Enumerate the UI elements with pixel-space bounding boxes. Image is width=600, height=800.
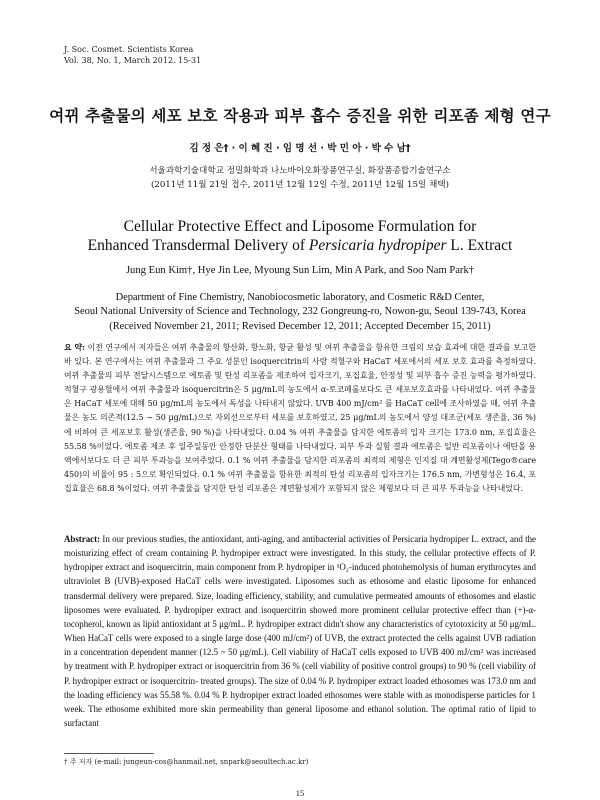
english-title-line1: Cellular Protective Effect and Liposome Formulation for bbox=[123, 218, 477, 235]
species-name: Persicaria hydropiper bbox=[308, 237, 447, 254]
korean-title: 여뀌 추출물의 세포 보호 작용과 피부 흡수 증진을 위한 리포좀 제형 연구 bbox=[49, 107, 551, 125]
footnote: † 주 저자 (e-mail: jungeun-cos@hanmail.net, snpark@seoultech.ac.kr) bbox=[64, 758, 309, 766]
korean-affiliation: 서울과학기술대학교 정밀화학과 나노바이오화장품연구실, 화장품종합기술연구소 bbox=[149, 166, 451, 176]
footnote-divider bbox=[64, 753, 154, 754]
korean-abstract bbox=[64, 341, 536, 496]
english-title-line2-start: Enhanced Transdermal Delivery of bbox=[87, 237, 309, 254]
journal-volume: Vol. 38, No. 1, March 2012. 15-31 bbox=[64, 56, 202, 65]
korean-abstract-text: 이전 연구에서 저자들은 여뀌 추출물의 항산화, 항노화, 항균 활성 및 여뀌 추출물을 함유한 크림의 보습 효과에 대한 결과를 보고한 바 있다. 본 연구에서는 여뀌 추출물과 그 주요 성분인 isoquercitrin의 사람 적혈구와 HaCaT 세포에서의 세포 보호 효과를 측정하였다. 여뀌 추출물의 피부 전달시스템으로 에토좀 및 탄성 리포좀을 제조하여 입자크기, 포집효율, 안정성 및 피부 흡수 증진 능력을 평가하였다. 적혈구 광용혈에서 여뀌 추출물과 isoquercitrin은 5 μg/mL의 농도에서 α-토코페롤보다도 큰 세포보호효과를 나타내었다. 여뀌 추출물은 HaCaT 세포에 대해 50 μg/mL의 농도에서 독성을 나타내지 않았다. UVB 400 mJ/cm² 를 HaCaT cell에 조사하였을 때, 여뀌 추출물은 농도 의존적(12.5 ~ 50 μg/mL)으로 자외선으로부터 세포를 보호하였고, 25 μg/mL의 농도에서 양성 대조군(세포 생존율, 36 %)에 비하여 큰 세포보호 활성(생존율, 90 %)을 나타내었다. 0.04 % 여뀌 추출물을 담지한 에토좀의 입자 크기는 173.0 nm, 포집효율은 55.58 %이었다. 에토좀 제조 후 일주일동안 안정한 단분산 형태를 나타내었다. 피부 투과 실험 결과 에토좀은 일반 리포좀이나 에탄올 용액에서보다도 더 큰 피부 투과능을 보여주었다. 0.1 % 여뀌 추출물을 담지한 리포좀의 최적의 제형은 인지질 대 계면활성제(Tego®care 450)의 비율이 95 : 5으로 확인되었다. 0.1 % 여뀌 추출물을 함유한 최적의 탄성 리포좀의 입자크기는 176.5 nm, 가변형성은 16.4, 포집효율은 68.8 %이었다. 여뀌 추출물을 담지한 탄성 리포좀은 계면활성제가 포함되지 않은 제형보다 더 큰 피부 투과능을 나타내었다. bbox=[64, 343, 537, 493]
journal-name: J. Soc. Cosmet. Scientists Korea bbox=[64, 45, 194, 54]
korean-affiliation-block bbox=[0, 164, 600, 192]
korean-dates: (2011년 11월 21일 접수, 2011년 12월 12일 수정, 2011년 12월 15일 채택) bbox=[151, 180, 449, 190]
english-authors: Jung Eun Kim†, Hye Jin Lee, Myoung Sun Lim, Min A Park, and Soo Nam Park† bbox=[125, 265, 475, 276]
korean-abstract-label: 요 약: bbox=[64, 343, 86, 352]
english-dates: (Received November 21, 2011; Revised December 12, 2011; Accepted December 15, 2011) bbox=[109, 320, 491, 332]
english-abstract-text: In our previous studies, the antioxidant, anti-aging, and antibacterial activities of Persicaria hydropiper L. extract, and the moisturizing effect of cream containing P. hydropiper extract were investigated. In this study, the cellular protective effects of P. hydropiper extract and isoquercitrin, main component from P. hydropiper in ¹O₂-induced photohemolysis of human erythrocytes and ultraviolet B (UVB)-exposed HaCaT cells were investigated. Liposomes such as ethosome and elastic liposome for enhanced transdermal delivery were prepared. Size, loading efficiency, stability, and cumulative permeated amounts of ethosomes and elastic liposomes were evaluated. P. hydropiper extract and isoquercitrin showed more prominent cellular protective effect than (+)-α-tocopherol, known as lipid antioxidant at 5 μg/mL. P. hydropiper extract didn't show any characteristics of cytotoxicity at 50 μg/mL. When HaCaT cells were exposed to a single large dose (400 mJ/cm²) of UVB, the extract protected the cells against UVB radiation in a concentration dependent manner (12.5 ~ 50 μg/mL). Cell viability of HaCaT cells exposed to UVB 400 mJ/cm² was increased by treatment with P. hydropiper extract or isoquercitrin from 36 % (cell viability of positive control groups) to 90 % (cell viability of P. hydropiper extract or isoquercitrin- treated groups). The size of 0.04 % P. hydropiper extract loaded ethosomes was 173.0 nm and the loading efficiency was 55.58 %. 0.04 % P. hydropiper extract loaded ethosomes were stable with as monodisperse particles for 1 week. The ethosome exhibited more skin permeability than general liposome and ethanol solution. The optimal ratio of lipid to surfactant bbox=[64, 534, 536, 729]
english-title bbox=[0, 217, 600, 255]
english-abstract bbox=[64, 532, 536, 730]
english-university: Seoul National University of Science and Technology, 232 Gongreung-ro, Nowon-gu, Seoul 139-743, Korea bbox=[74, 306, 526, 318]
page-number: 15 bbox=[295, 788, 305, 798]
korean-authors: 김 정 은† · 이 혜 진 · 임 명 선 · 박 민 아 · 박 수 남† bbox=[189, 143, 411, 154]
journal-header bbox=[64, 44, 201, 66]
english-department: Department of Fine Chemistry, Nanobiocosmetic laboratory, and Cosmetic R&D Center, bbox=[115, 292, 485, 303]
english-affiliation-block bbox=[0, 291, 600, 334]
english-abstract-label: Abstract: bbox=[64, 534, 100, 544]
english-title-line2-end: L. Extract bbox=[446, 237, 513, 254]
english-title-line2 bbox=[0, 236, 600, 255]
